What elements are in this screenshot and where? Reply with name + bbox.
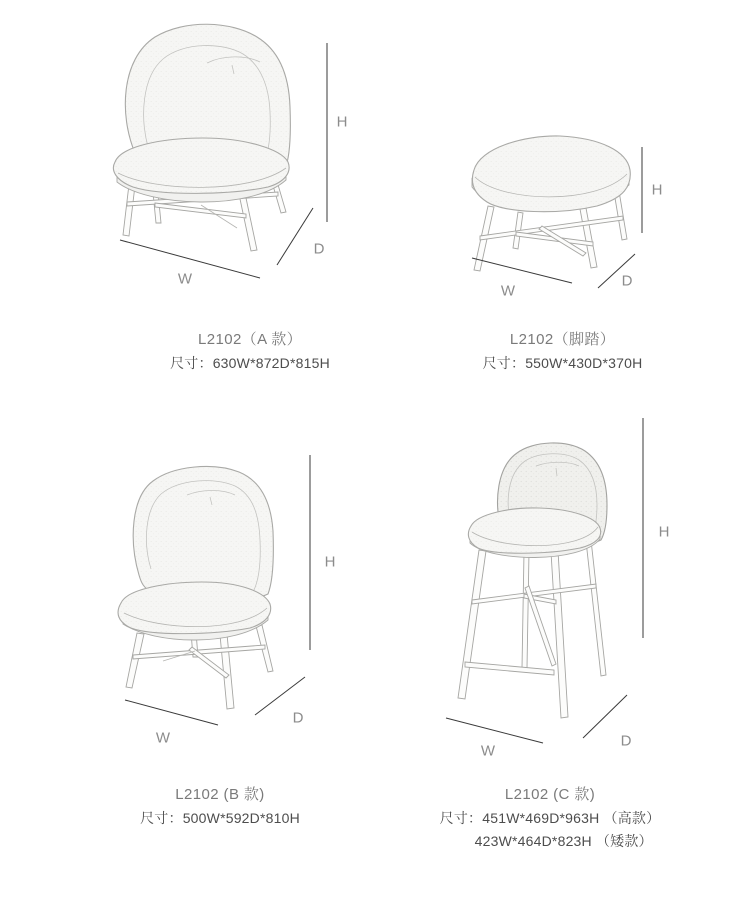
depth-dim-label: D: [313, 240, 325, 258]
product-title: L2102 (C 款): [504, 786, 596, 803]
product-title: L2102（A 款）: [197, 331, 303, 348]
depth-dim-label: D: [620, 732, 632, 750]
width-dim-label: W: [500, 282, 516, 300]
bar-chair-drawing: [430, 410, 660, 750]
product-panel-b: [30, 440, 410, 885]
height-dim-label: H: [658, 523, 670, 541]
product-panel-footstool: [385, 10, 740, 405]
height-dim-label: H: [324, 553, 336, 571]
product-size-short: 423W*464D*823H （矮款）: [474, 833, 653, 849]
product-caption: [30, 786, 410, 827]
width-dimension-line: [472, 258, 572, 283]
product-panel-a: [60, 10, 440, 405]
width-dimension-line: [125, 700, 218, 725]
product-caption: [60, 331, 440, 372]
product-size-tall: 尺寸：451W*469D*963H （高款）: [439, 810, 661, 826]
height-dim-label: H: [651, 181, 663, 199]
chair-legs: [458, 540, 606, 718]
dining-chair-drawing: [95, 445, 325, 735]
width-dim-label: W: [177, 270, 193, 288]
product-title: L2102 (B 款): [175, 786, 265, 803]
product-title: L2102（脚踏）: [509, 331, 616, 348]
product-panel-c: [360, 410, 740, 885]
chair-seat: [113, 138, 289, 202]
width-dim-label: W: [155, 729, 171, 747]
chair-seat: [118, 582, 271, 640]
stool-cushion: [472, 136, 630, 212]
product-caption: [385, 331, 740, 372]
width-dim-label: W: [480, 742, 496, 760]
product-size: 尺寸：500W*592D*810H: [140, 810, 300, 826]
product-size: 尺寸：630W*872D*815H: [170, 355, 330, 371]
product-size: [440, 810, 661, 850]
product-size: 尺寸：550W*430D*370H: [482, 355, 643, 371]
width-dimension-line: [446, 718, 543, 743]
product-caption: [360, 786, 740, 851]
depth-dim-label: D: [292, 709, 304, 727]
height-dim-label: H: [336, 113, 348, 131]
lounge-chair-drawing: [85, 15, 345, 295]
chair-seat: [468, 508, 600, 558]
depth-dim-label: D: [621, 272, 633, 290]
depth-dimension-line: [277, 208, 313, 265]
